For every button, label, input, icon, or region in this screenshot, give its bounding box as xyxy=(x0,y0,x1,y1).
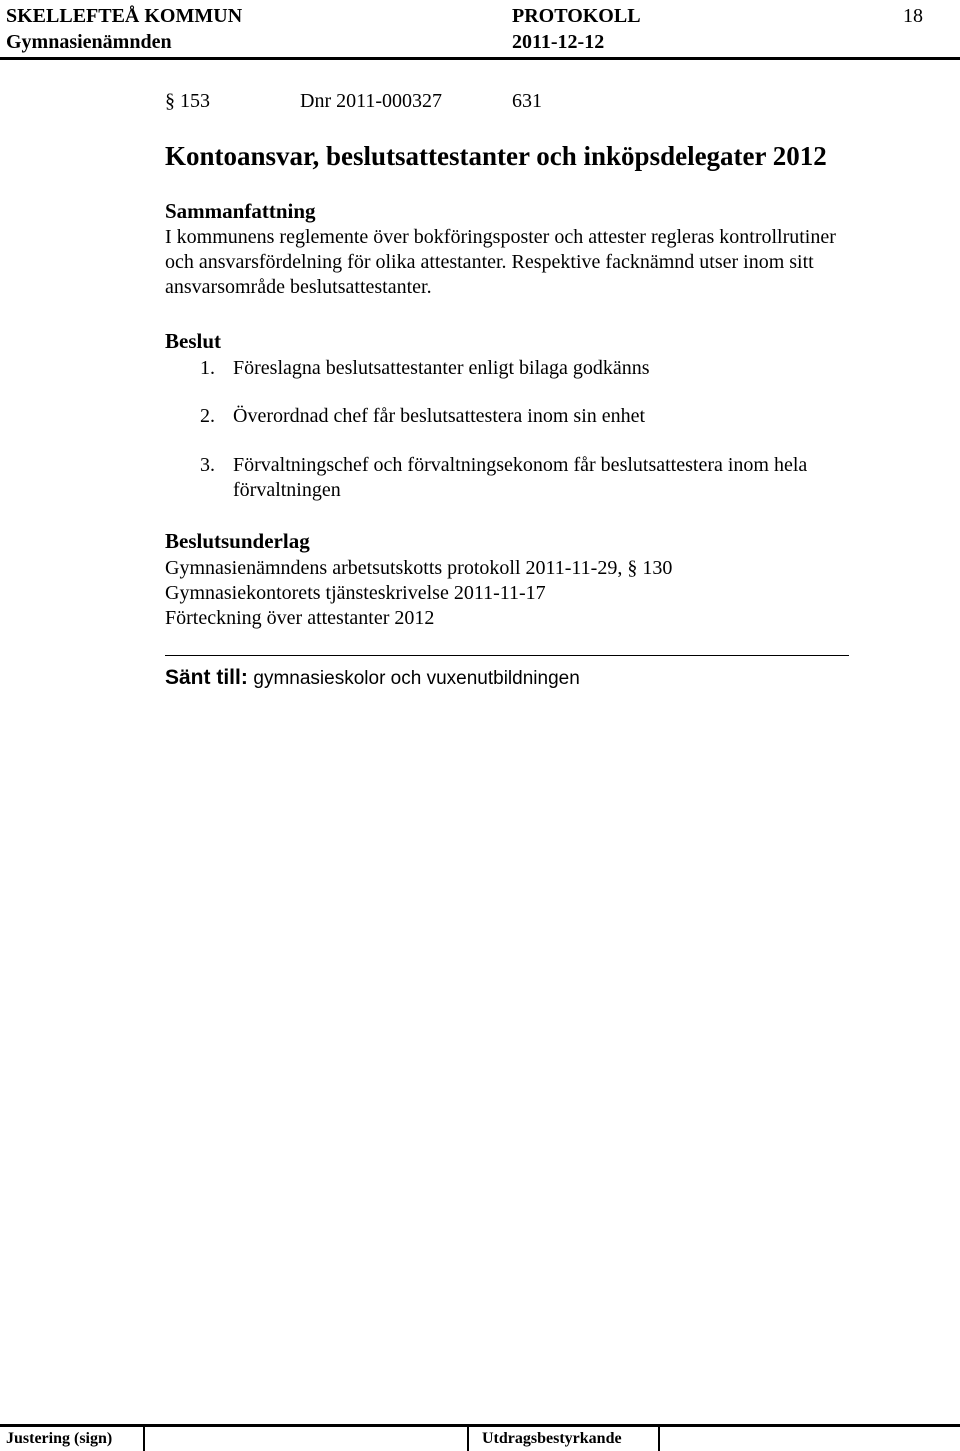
footer-divider xyxy=(467,1424,469,1451)
diary-number: Dnr 2011-000327 xyxy=(300,90,443,112)
basis-line: Förteckning över attestanter 2012 xyxy=(165,607,435,629)
paragraph-number: § 153 xyxy=(165,90,210,112)
decision-item-number: 2. xyxy=(200,405,215,427)
separator-line xyxy=(165,655,849,656)
basis-line: Gymnasiekontorets tjänsteskrivelse 2011-11-17 xyxy=(165,582,546,604)
decision-heading: Beslut xyxy=(165,329,222,353)
summary-line: I kommunens reglemente över bokföringsposter och attester regleras kontrollrutiner xyxy=(165,226,836,248)
case-code: 631 xyxy=(512,90,542,112)
basis-line: Gymnasienämndens arbetsutskotts protokoll 2011-11-29, § 130 xyxy=(165,557,673,579)
decision-item-text-continued: förvaltningen xyxy=(233,479,341,501)
page-number: 18 xyxy=(903,5,923,27)
header-rule xyxy=(0,57,960,60)
document-type: PROTOKOLL xyxy=(512,5,641,27)
footer-divider xyxy=(143,1424,145,1451)
decision-item-number: 1. xyxy=(200,357,215,379)
sent-to-label: Sänt till: xyxy=(165,666,248,689)
sent-to-value: gymnasieskolor och vuxenutbildningen xyxy=(253,668,580,689)
footer-divider xyxy=(658,1424,660,1451)
decision-item-number: 3. xyxy=(200,454,215,476)
municipality-name: SKELLEFTEÅ KOMMUN xyxy=(6,5,243,27)
summary-line: och ansvarsfördelning för olika attestanter. Respektive facknämnd utser inom sitt xyxy=(165,251,814,273)
decision-item-text: Överordnad chef får beslutsattestera inom sin enhet xyxy=(233,405,646,427)
summary-line: ansvarsområde beslutsattestanter. xyxy=(165,276,432,298)
meeting-date: 2011-12-12 xyxy=(512,31,605,53)
justification-sign-label: Justering (sign) xyxy=(6,1430,113,1447)
summary-heading: Sammanfattning xyxy=(165,199,316,223)
decision-item-text: Föreslagna beslutsattestanter enligt bilaga godkänns xyxy=(233,357,650,379)
extract-certification-label: Utdragsbestyrkande xyxy=(482,1430,622,1447)
decision-item-text: Förvaltningschef och förvaltningsekonom får beslutsattestera inom hela xyxy=(233,454,808,476)
committee-name: Gymnasienämnden xyxy=(6,31,172,53)
document-title: Kontoansvar, beslutsattestanter och inköpsdelegater 2012 xyxy=(165,141,827,171)
sent-to-line xyxy=(165,665,580,692)
basis-heading: Beslutsunderlag xyxy=(165,529,310,553)
